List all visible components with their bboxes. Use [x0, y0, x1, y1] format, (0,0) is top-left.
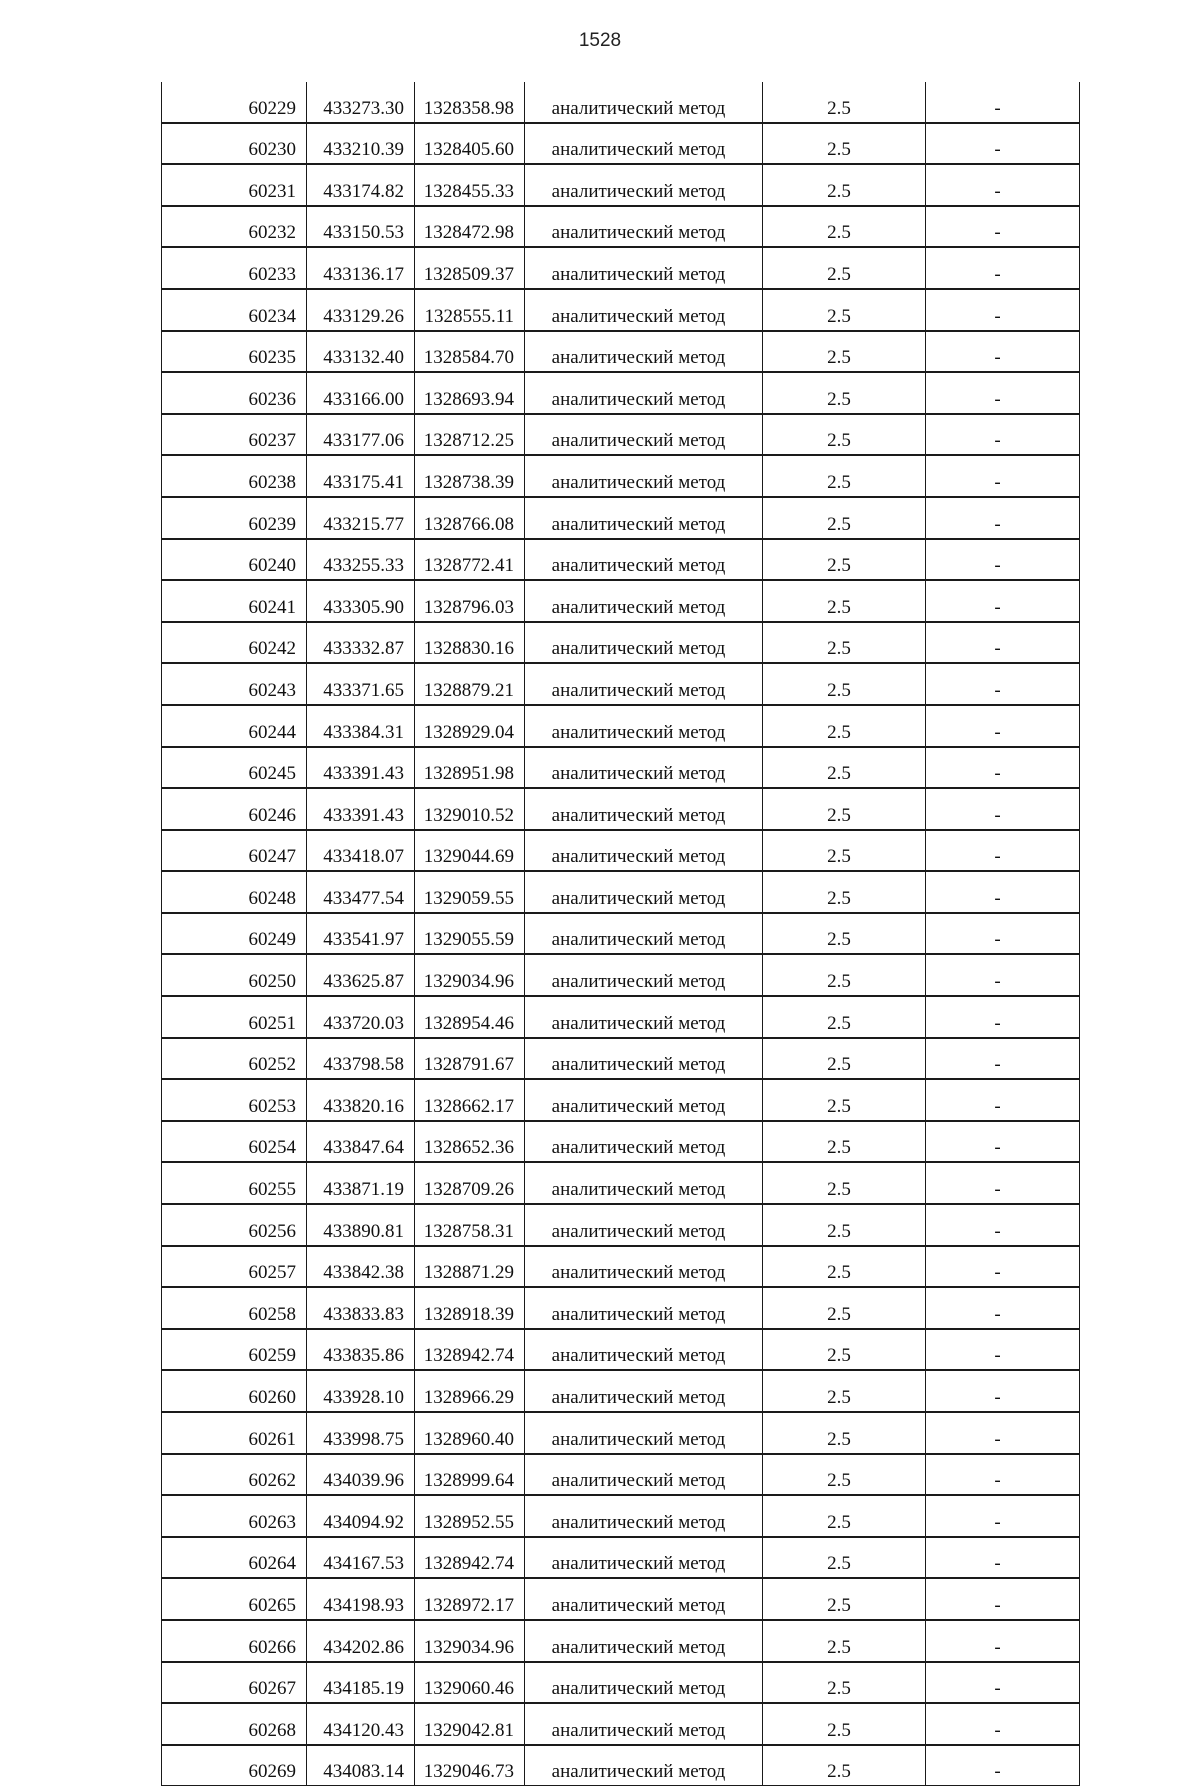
method-cell: аналитический метод — [525, 954, 763, 996]
table-row — [162, 1162, 1080, 1204]
point-id-cell: 60229 — [162, 82, 307, 123]
table-row — [162, 1121, 1080, 1163]
accuracy-cell: 2.5 — [763, 455, 926, 497]
note-cell: - — [926, 372, 1080, 414]
method-cell: аналитический метод — [525, 1537, 763, 1579]
table-row — [162, 123, 1080, 165]
table-row — [162, 414, 1080, 456]
note-cell: - — [926, 164, 1080, 206]
y-coordinate-cell: 1328966.29 — [415, 1370, 525, 1412]
table-row — [162, 1620, 1080, 1662]
point-id-cell: 60263 — [162, 1495, 307, 1537]
note-cell: - — [926, 414, 1080, 456]
point-id-cell: 60267 — [162, 1662, 307, 1704]
page-number: 1528 — [578, 30, 622, 51]
y-coordinate-cell: 1328960.40 — [415, 1412, 525, 1454]
y-coordinate-cell: 1329034.96 — [415, 954, 525, 996]
y-coordinate-cell: 1328772.41 — [415, 539, 525, 581]
accuracy-cell: 2.5 — [763, 1537, 926, 1579]
x-coordinate-cell: 433175.41 — [307, 455, 415, 497]
method-cell: аналитический метод — [525, 913, 763, 955]
table-row — [162, 164, 1080, 206]
y-coordinate-cell: 1329044.69 — [415, 830, 525, 872]
method-cell: аналитический метод — [525, 414, 763, 456]
x-coordinate-cell: 433847.64 — [307, 1121, 415, 1163]
x-coordinate-cell: 434167.53 — [307, 1537, 415, 1579]
point-id-cell: 60239 — [162, 497, 307, 539]
table-row — [162, 539, 1080, 581]
x-coordinate-cell: 433541.97 — [307, 913, 415, 955]
point-id-cell: 60233 — [162, 247, 307, 289]
note-cell: - — [926, 1662, 1080, 1704]
y-coordinate-cell: 1328584.70 — [415, 331, 525, 373]
x-coordinate-cell: 433273.30 — [307, 82, 415, 123]
note-cell: - — [926, 1495, 1080, 1537]
x-coordinate-cell: 433820.16 — [307, 1079, 415, 1121]
point-id-cell: 60264 — [162, 1537, 307, 1579]
accuracy-cell: 2.5 — [763, 123, 926, 165]
accuracy-cell: 2.5 — [763, 747, 926, 789]
x-coordinate-cell: 433998.75 — [307, 1412, 415, 1454]
accuracy-cell: 2.5 — [763, 788, 926, 830]
accuracy-cell: 2.5 — [763, 913, 926, 955]
accuracy-cell: 2.5 — [763, 372, 926, 414]
accuracy-cell: 2.5 — [763, 1620, 926, 1662]
method-cell: аналитический метод — [525, 996, 763, 1038]
accuracy-cell: 2.5 — [763, 82, 926, 123]
point-id-cell: 60255 — [162, 1162, 307, 1204]
y-coordinate-cell: 1328942.74 — [415, 1329, 525, 1371]
point-id-cell: 60253 — [162, 1079, 307, 1121]
method-cell: аналитический метод — [525, 206, 763, 248]
note-cell: - — [926, 871, 1080, 913]
method-cell: аналитический метод — [525, 455, 763, 497]
table-row — [162, 331, 1080, 373]
y-coordinate-cell: 1329042.81 — [415, 1703, 525, 1745]
note-cell: - — [926, 247, 1080, 289]
point-id-cell: 60249 — [162, 913, 307, 955]
note-cell: - — [926, 1620, 1080, 1662]
table-row — [162, 1745, 1080, 1786]
x-coordinate-cell: 433871.19 — [307, 1162, 415, 1204]
note-cell: - — [926, 580, 1080, 622]
note-cell: - — [926, 913, 1080, 955]
x-coordinate-cell: 433391.43 — [307, 747, 415, 789]
note-cell: - — [926, 1121, 1080, 1163]
point-id-cell: 60258 — [162, 1287, 307, 1329]
accuracy-cell: 2.5 — [763, 414, 926, 456]
y-coordinate-cell: 1329046.73 — [415, 1745, 525, 1786]
table-row — [162, 289, 1080, 331]
accuracy-cell: 2.5 — [763, 1578, 926, 1620]
accuracy-cell: 2.5 — [763, 539, 926, 581]
note-cell: - — [926, 954, 1080, 996]
accuracy-cell: 2.5 — [763, 497, 926, 539]
point-id-cell: 60240 — [162, 539, 307, 581]
y-coordinate-cell: 1328999.64 — [415, 1454, 525, 1496]
method-cell: аналитический метод — [525, 82, 763, 123]
y-coordinate-cell: 1329055.59 — [415, 913, 525, 955]
table-row — [162, 206, 1080, 248]
note-cell: - — [926, 1578, 1080, 1620]
y-coordinate-cell: 1328918.39 — [415, 1287, 525, 1329]
point-id-cell: 60269 — [162, 1745, 307, 1786]
y-coordinate-cell: 1328712.25 — [415, 414, 525, 456]
table-row — [162, 1495, 1080, 1537]
note-cell: - — [926, 705, 1080, 747]
y-coordinate-cell: 1329010.52 — [415, 788, 525, 830]
note-cell: - — [926, 206, 1080, 248]
method-cell: аналитический метод — [525, 1454, 763, 1496]
y-coordinate-cell: 1328555.11 — [415, 289, 525, 331]
note-cell: - — [926, 1287, 1080, 1329]
y-coordinate-cell: 1328758.31 — [415, 1204, 525, 1246]
accuracy-cell: 2.5 — [763, 622, 926, 664]
y-coordinate-cell: 1328738.39 — [415, 455, 525, 497]
table-row — [162, 372, 1080, 414]
note-cell: - — [926, 497, 1080, 539]
method-cell: аналитический метод — [525, 747, 763, 789]
coordinates-table-body — [162, 82, 1080, 1786]
x-coordinate-cell: 434202.86 — [307, 1620, 415, 1662]
x-coordinate-cell: 434185.19 — [307, 1662, 415, 1704]
table-row — [162, 788, 1080, 830]
x-coordinate-cell: 433720.03 — [307, 996, 415, 1038]
note-cell: - — [926, 455, 1080, 497]
x-coordinate-cell: 434198.93 — [307, 1578, 415, 1620]
x-coordinate-cell: 433842.38 — [307, 1246, 415, 1288]
accuracy-cell: 2.5 — [763, 247, 926, 289]
point-id-cell: 60241 — [162, 580, 307, 622]
y-coordinate-cell: 1328652.36 — [415, 1121, 525, 1163]
x-coordinate-cell: 433418.07 — [307, 830, 415, 872]
point-id-cell: 60266 — [162, 1620, 307, 1662]
table-row — [162, 871, 1080, 913]
table-row — [162, 663, 1080, 705]
y-coordinate-cell: 1328405.60 — [415, 123, 525, 165]
x-coordinate-cell: 434094.92 — [307, 1495, 415, 1537]
accuracy-cell: 2.5 — [763, 1745, 926, 1786]
table-row — [162, 1578, 1080, 1620]
accuracy-cell: 2.5 — [763, 1412, 926, 1454]
table-row — [162, 1079, 1080, 1121]
y-coordinate-cell: 1328879.21 — [415, 663, 525, 705]
note-cell: - — [926, 663, 1080, 705]
x-coordinate-cell: 433391.43 — [307, 788, 415, 830]
note-cell: - — [926, 539, 1080, 581]
x-coordinate-cell: 433928.10 — [307, 1370, 415, 1412]
y-coordinate-cell: 1328830.16 — [415, 622, 525, 664]
point-id-cell: 60232 — [162, 206, 307, 248]
method-cell: аналитический метод — [525, 830, 763, 872]
note-cell: - — [926, 82, 1080, 123]
method-cell: аналитический метод — [525, 1121, 763, 1163]
method-cell: аналитический метод — [525, 580, 763, 622]
method-cell: аналитический метод — [525, 663, 763, 705]
point-id-cell: 60261 — [162, 1412, 307, 1454]
note-cell: - — [926, 123, 1080, 165]
note-cell: - — [926, 788, 1080, 830]
accuracy-cell: 2.5 — [763, 1329, 926, 1371]
x-coordinate-cell: 433371.65 — [307, 663, 415, 705]
method-cell: аналитический метод — [525, 1204, 763, 1246]
x-coordinate-cell: 433890.81 — [307, 1204, 415, 1246]
table-row — [162, 1204, 1080, 1246]
table-row — [162, 830, 1080, 872]
note-cell: - — [926, 1246, 1080, 1288]
point-id-cell: 60265 — [162, 1578, 307, 1620]
method-cell: аналитический метод — [525, 1038, 763, 1080]
note-cell: - — [926, 1745, 1080, 1786]
note-cell: - — [926, 1204, 1080, 1246]
x-coordinate-cell: 433305.90 — [307, 580, 415, 622]
x-coordinate-cell: 433177.06 — [307, 414, 415, 456]
accuracy-cell: 2.5 — [763, 996, 926, 1038]
y-coordinate-cell: 1329034.96 — [415, 1620, 525, 1662]
y-coordinate-cell: 1328693.94 — [415, 372, 525, 414]
note-cell: - — [926, 830, 1080, 872]
accuracy-cell: 2.5 — [763, 1246, 926, 1288]
table-row — [162, 1329, 1080, 1371]
accuracy-cell: 2.5 — [763, 1287, 926, 1329]
note-cell: - — [926, 1329, 1080, 1371]
note-cell: - — [926, 1412, 1080, 1454]
method-cell: аналитический метод — [525, 1662, 763, 1704]
method-cell: аналитический метод — [525, 1246, 763, 1288]
method-cell: аналитический метод — [525, 123, 763, 165]
point-id-cell: 60259 — [162, 1329, 307, 1371]
method-cell: аналитический метод — [525, 1745, 763, 1786]
table-row — [162, 1703, 1080, 1745]
method-cell: аналитический метод — [525, 164, 763, 206]
accuracy-cell: 2.5 — [763, 1038, 926, 1080]
table-row — [162, 497, 1080, 539]
y-coordinate-cell: 1329060.46 — [415, 1662, 525, 1704]
point-id-cell: 60251 — [162, 996, 307, 1038]
note-cell: - — [926, 331, 1080, 373]
point-id-cell: 60238 — [162, 455, 307, 497]
x-coordinate-cell: 433625.87 — [307, 954, 415, 996]
accuracy-cell: 2.5 — [763, 1370, 926, 1412]
point-id-cell: 60231 — [162, 164, 307, 206]
note-cell: - — [926, 1537, 1080, 1579]
y-coordinate-cell: 1328472.98 — [415, 206, 525, 248]
accuracy-cell: 2.5 — [763, 164, 926, 206]
point-id-cell: 60256 — [162, 1204, 307, 1246]
y-coordinate-cell: 1328929.04 — [415, 705, 525, 747]
method-cell: аналитический метод — [525, 331, 763, 373]
accuracy-cell: 2.5 — [763, 580, 926, 622]
point-id-cell: 60262 — [162, 1454, 307, 1496]
point-id-cell: 60245 — [162, 747, 307, 789]
point-id-cell: 60260 — [162, 1370, 307, 1412]
accuracy-cell: 2.5 — [763, 206, 926, 248]
note-cell: - — [926, 996, 1080, 1038]
x-coordinate-cell: 433166.00 — [307, 372, 415, 414]
method-cell: аналитический метод — [525, 1329, 763, 1371]
x-coordinate-cell: 433136.17 — [307, 247, 415, 289]
method-cell: аналитический метод — [525, 1578, 763, 1620]
table-row — [162, 1287, 1080, 1329]
accuracy-cell: 2.5 — [763, 954, 926, 996]
point-id-cell: 60254 — [162, 1121, 307, 1163]
x-coordinate-cell: 434120.43 — [307, 1703, 415, 1745]
y-coordinate-cell: 1328942.74 — [415, 1537, 525, 1579]
method-cell: аналитический метод — [525, 1703, 763, 1745]
table-row — [162, 705, 1080, 747]
accuracy-cell: 2.5 — [763, 1703, 926, 1745]
x-coordinate-cell: 433132.40 — [307, 331, 415, 373]
method-cell: аналитический метод — [525, 1412, 763, 1454]
y-coordinate-cell: 1328509.37 — [415, 247, 525, 289]
y-coordinate-cell: 1328662.17 — [415, 1079, 525, 1121]
method-cell: аналитический метод — [525, 705, 763, 747]
point-id-cell: 60243 — [162, 663, 307, 705]
point-id-cell: 60248 — [162, 871, 307, 913]
point-id-cell: 60246 — [162, 788, 307, 830]
table-row — [162, 747, 1080, 789]
method-cell: аналитический метод — [525, 1620, 763, 1662]
y-coordinate-cell: 1328791.67 — [415, 1038, 525, 1080]
method-cell: аналитический метод — [525, 622, 763, 664]
y-coordinate-cell: 1328766.08 — [415, 497, 525, 539]
y-coordinate-cell: 1329059.55 — [415, 871, 525, 913]
method-cell: аналитический метод — [525, 247, 763, 289]
table-row — [162, 913, 1080, 955]
point-id-cell: 60235 — [162, 331, 307, 373]
method-cell: аналитический метод — [525, 1079, 763, 1121]
method-cell: аналитический метод — [525, 289, 763, 331]
method-cell: аналитический метод — [525, 1495, 763, 1537]
point-id-cell: 60252 — [162, 1038, 307, 1080]
note-cell: - — [926, 1703, 1080, 1745]
note-cell: - — [926, 1162, 1080, 1204]
table-row — [162, 1537, 1080, 1579]
accuracy-cell: 2.5 — [763, 1162, 926, 1204]
accuracy-cell: 2.5 — [763, 830, 926, 872]
x-coordinate-cell: 433835.86 — [307, 1329, 415, 1371]
method-cell: аналитический метод — [525, 1162, 763, 1204]
table-row — [162, 580, 1080, 622]
point-id-cell: 60236 — [162, 372, 307, 414]
table-row — [162, 1038, 1080, 1080]
note-cell: - — [926, 1079, 1080, 1121]
note-cell: - — [926, 1038, 1080, 1080]
y-coordinate-cell: 1328972.17 — [415, 1578, 525, 1620]
point-id-cell: 60234 — [162, 289, 307, 331]
point-id-cell: 60237 — [162, 414, 307, 456]
table-row — [162, 82, 1080, 123]
table-row — [162, 1412, 1080, 1454]
method-cell: аналитический метод — [525, 871, 763, 913]
x-coordinate-cell: 433174.82 — [307, 164, 415, 206]
accuracy-cell: 2.5 — [763, 705, 926, 747]
x-coordinate-cell: 433215.77 — [307, 497, 415, 539]
method-cell: аналитический метод — [525, 372, 763, 414]
accuracy-cell: 2.5 — [763, 871, 926, 913]
table-row — [162, 247, 1080, 289]
y-coordinate-cell: 1328952.55 — [415, 1495, 525, 1537]
table-row — [162, 996, 1080, 1038]
note-cell: - — [926, 1370, 1080, 1412]
x-coordinate-cell: 433255.33 — [307, 539, 415, 581]
table-row — [162, 455, 1080, 497]
x-coordinate-cell: 434083.14 — [307, 1745, 415, 1786]
x-coordinate-cell: 433129.26 — [307, 289, 415, 331]
method-cell: аналитический метод — [525, 497, 763, 539]
point-id-cell: 60230 — [162, 123, 307, 165]
x-coordinate-cell: 433384.31 — [307, 705, 415, 747]
y-coordinate-cell: 1328871.29 — [415, 1246, 525, 1288]
method-cell: аналитический метод — [525, 1287, 763, 1329]
method-cell: аналитический метод — [525, 788, 763, 830]
x-coordinate-cell: 433210.39 — [307, 123, 415, 165]
point-id-cell: 60268 — [162, 1703, 307, 1745]
accuracy-cell: 2.5 — [763, 1662, 926, 1704]
y-coordinate-cell: 1328455.33 — [415, 164, 525, 206]
x-coordinate-cell: 433477.54 — [307, 871, 415, 913]
point-id-cell: 60244 — [162, 705, 307, 747]
y-coordinate-cell: 1328951.98 — [415, 747, 525, 789]
method-cell: аналитический метод — [525, 539, 763, 581]
table-row — [162, 1246, 1080, 1288]
y-coordinate-cell: 1328709.26 — [415, 1162, 525, 1204]
accuracy-cell: 2.5 — [763, 1079, 926, 1121]
x-coordinate-cell: 433150.53 — [307, 206, 415, 248]
accuracy-cell: 2.5 — [763, 331, 926, 373]
table-row — [162, 954, 1080, 996]
point-id-cell: 60250 — [162, 954, 307, 996]
y-coordinate-cell: 1328358.98 — [415, 82, 525, 123]
note-cell: - — [926, 747, 1080, 789]
note-cell: - — [926, 622, 1080, 664]
accuracy-cell: 2.5 — [763, 1495, 926, 1537]
y-coordinate-cell: 1328796.03 — [415, 580, 525, 622]
note-cell: - — [926, 289, 1080, 331]
accuracy-cell: 2.5 — [763, 1121, 926, 1163]
point-id-cell: 60257 — [162, 1246, 307, 1288]
x-coordinate-cell: 434039.96 — [307, 1454, 415, 1496]
table-row — [162, 1454, 1080, 1496]
accuracy-cell: 2.5 — [763, 1454, 926, 1496]
accuracy-cell: 2.5 — [763, 663, 926, 705]
x-coordinate-cell: 433833.83 — [307, 1287, 415, 1329]
point-id-cell: 60242 — [162, 622, 307, 664]
y-coordinate-cell: 1328954.46 — [415, 996, 525, 1038]
x-coordinate-cell: 433798.58 — [307, 1038, 415, 1080]
coordinates-table — [161, 82, 1080, 1786]
note-cell: - — [926, 1454, 1080, 1496]
accuracy-cell: 2.5 — [763, 289, 926, 331]
table-row — [162, 622, 1080, 664]
x-coordinate-cell: 433332.87 — [307, 622, 415, 664]
method-cell: аналитический метод — [525, 1370, 763, 1412]
accuracy-cell: 2.5 — [763, 1204, 926, 1246]
table-row — [162, 1370, 1080, 1412]
point-id-cell: 60247 — [162, 830, 307, 872]
